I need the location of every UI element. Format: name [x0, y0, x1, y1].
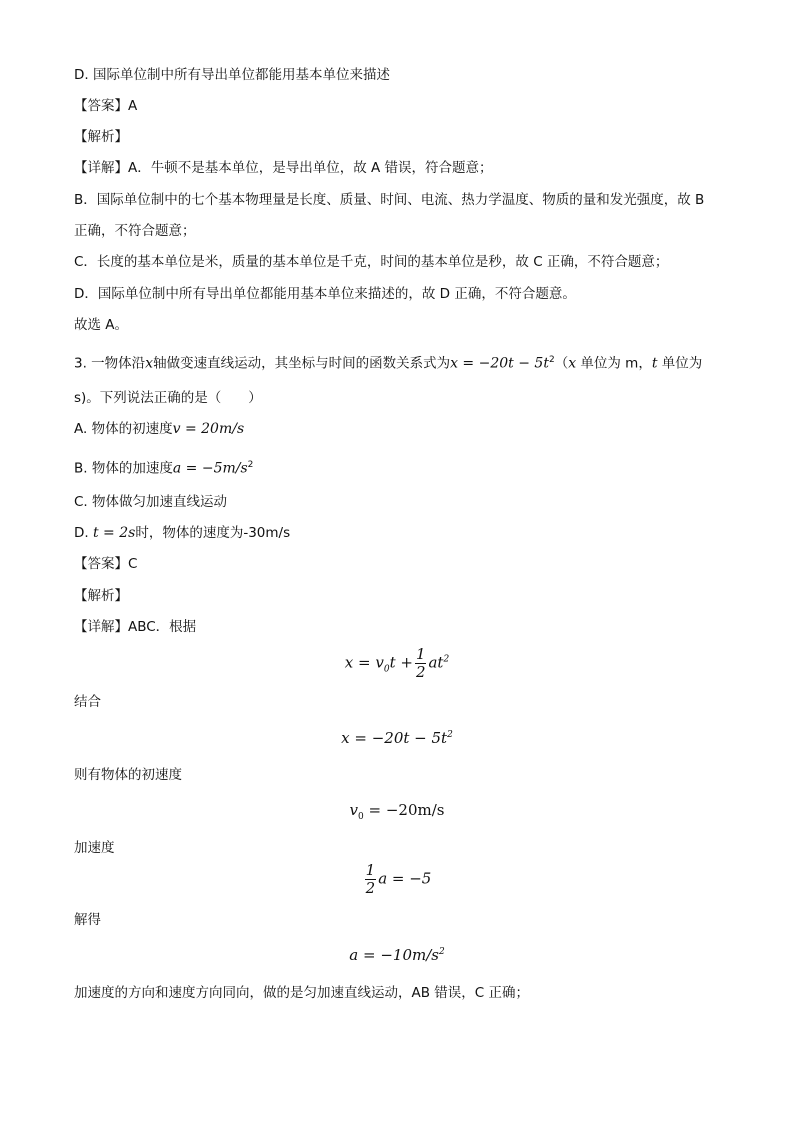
detail-a: 【详解】A．牛顿不是基本单位，是导出单位，故 A 错误，符合题意；	[74, 160, 493, 176]
answer-value: A	[128, 98, 138, 114]
eq4-rest: a = −5	[378, 869, 432, 888]
eq1-sup: 2	[443, 654, 450, 665]
conclusion: 加速度的方向和速度方向同向，做的是匀加速直线运动，AB 错误，C 正确；	[74, 985, 530, 1001]
q3-stem-t: t	[651, 355, 658, 372]
q3-option-d-a: D.	[74, 525, 93, 541]
eq1-den: 2	[415, 663, 426, 681]
eq3-sub: 0	[358, 812, 364, 822]
q3-stem-e: 单位为	[657, 355, 703, 372]
q3-option-d-eq: t = 2s	[92, 525, 136, 541]
eq1-t: t +	[389, 653, 413, 672]
equation-initial-velocity	[0, 801, 794, 822]
eq4-num: 1	[365, 861, 376, 879]
eq4-den: 2	[365, 879, 376, 897]
detail-b: B．国际单位制中的七个基本物理量是长度、质量、时间、电流、热力学温度、物质的量和发光强度，故 B	[74, 192, 705, 208]
q3-option-b-eq: a = −5m/s	[172, 460, 248, 477]
q3-option-b-label: B. 物体的加速度	[74, 460, 173, 477]
option-d-text: D. 国际单位制中所有导出单位都能用基本单位来描述	[74, 67, 390, 83]
equation-acceleration	[0, 946, 794, 964]
solve-label: 解得	[74, 912, 101, 928]
analysis-tag: 【解析】	[74, 129, 128, 145]
eq5-body: a = −10m/s	[349, 946, 439, 964]
eq5-sup: 2	[438, 947, 445, 957]
q3-stem-eq-sup: 2	[548, 355, 555, 365]
eq1-fraction	[415, 646, 427, 681]
equation-half-a	[0, 862, 794, 897]
q3-option-b	[74, 456, 253, 478]
q3-option-a-eq: v = 20m/s	[172, 421, 245, 437]
eq3-rest: = −20m/s	[363, 801, 445, 819]
q3-option-c: C. 物体做匀加速直线运动	[74, 494, 228, 510]
eq3-v: v	[349, 801, 358, 819]
acceleration-label: 加速度	[74, 840, 115, 856]
answer-row	[74, 97, 137, 115]
q3-option-a	[74, 420, 244, 438]
eq1-sub: 0	[383, 664, 390, 675]
q3-option-d-b: 时，物体的速度为-30m/s	[135, 525, 291, 541]
q3-option-d	[74, 524, 290, 542]
q3-detail: 【详解】ABC．根据	[74, 619, 197, 635]
q3-answer-row	[74, 555, 137, 573]
choose-a: 故选 A。	[74, 317, 129, 333]
q3-option-a-label: A. 物体的初速度	[74, 421, 173, 437]
equation-given	[0, 729, 794, 747]
q3-stem-x2: x	[568, 355, 577, 372]
eq4-fraction	[365, 862, 377, 897]
answer-tag: 【答案】	[74, 98, 128, 114]
init-velocity-label: 则有物体的初速度	[74, 767, 182, 783]
question-3-stem	[74, 351, 702, 373]
q3-stem-b: 轴做变速直线运动，其坐标与时间的函数关系式为	[153, 355, 451, 372]
detail-b-cont: 正确，不符合题意；	[74, 223, 196, 239]
q3-stem-x: x	[145, 355, 154, 372]
q3-option-b-sup: 2	[247, 460, 254, 470]
detail-c: C．长度的基本单位是米，质量的基本单位是千克，时间的基本单位是秒，故 C 正确，不符合题意；	[74, 254, 669, 270]
q3-stem-d: 单位为 m，	[576, 355, 652, 372]
eq1-num: 1	[415, 645, 426, 663]
equation-displacement	[0, 646, 794, 681]
eq1-left: x = v	[344, 653, 384, 672]
q3-stem-a: 3. 一物体沿	[74, 355, 146, 372]
q3-answer-tag: 【答案】	[74, 556, 128, 572]
q3-analysis-tag: 【解析】	[74, 588, 128, 604]
q3-stem-eq: x = −20t − 5t	[450, 355, 549, 372]
q3-stem-line2: s)。下列说法正确的是（ ）	[74, 390, 262, 406]
eq2-sup: 2	[447, 730, 453, 740]
eq1-right: at	[428, 653, 444, 672]
q3-stem-c: （	[554, 355, 569, 372]
combine-label: 结合	[74, 694, 101, 710]
eq2-body: x = −20t − 5t	[341, 729, 448, 747]
detail-d: D．国际单位制中所有导出单位都能用基本单位来描述的，故 D 正确，不符合题意。	[74, 286, 576, 302]
q3-answer-value: C	[128, 556, 138, 572]
